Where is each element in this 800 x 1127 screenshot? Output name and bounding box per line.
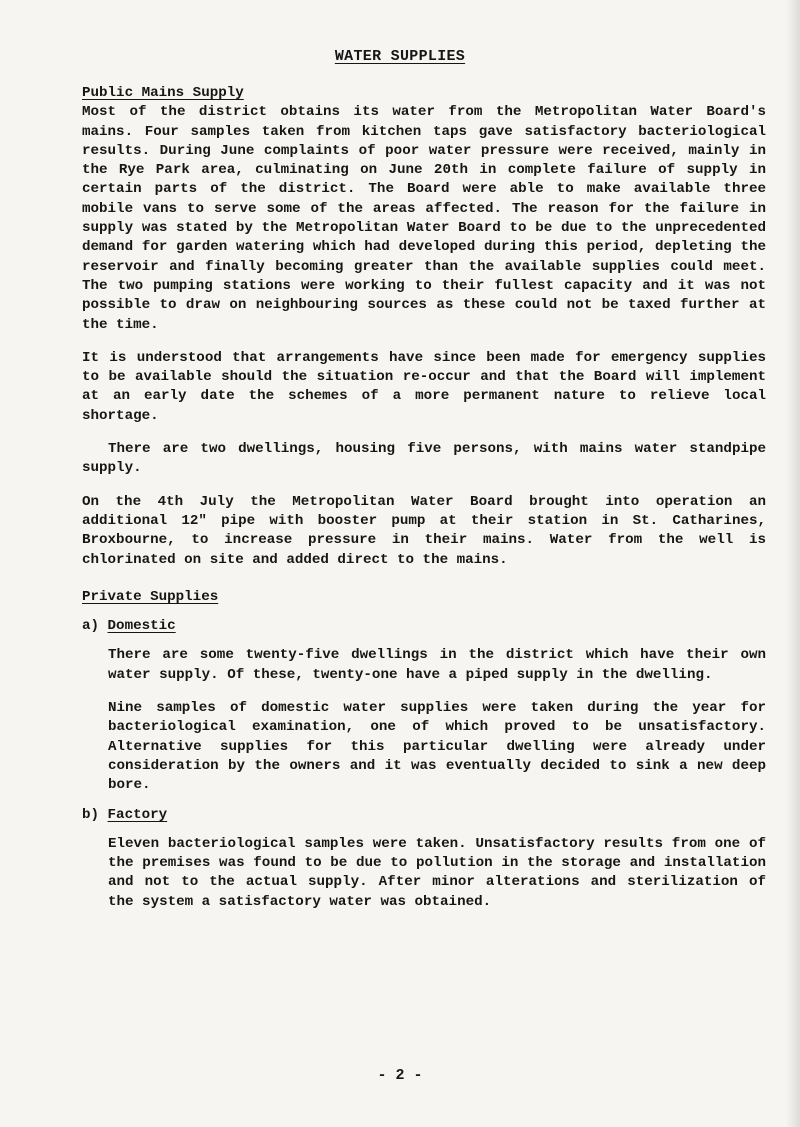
section-private-supplies [82, 588, 766, 912]
subsection-domestic [82, 617, 766, 795]
page-edge-shadow [786, 0, 800, 1127]
paragraph: Most of the district obtains its water from the Metropolitan Water Board's mains. Four samples taken from kitchen taps gave satisfactory bacteriological results. During June complaints of poor water pressure were received, mainly in the Rye Park area, culminating on June 20th in complete failure of supply in certain parts of the district. The Board were able to make available three mobile vans to serve some of the areas affected. The reason for the failure in supply was stated by the Metropolitan Water Board to be due to the unprecedented demand for garden watering which had developed during this period, depleting the reservoir and finally becoming greater than the available supplies could meet. The two pumping stations were working to their fullest capacity and it was not possible to draw on neighbouring sources as these could not be taxed further at the time. [82, 104, 766, 333]
section-heading-private-supplies: Private Supplies [82, 588, 219, 605]
paragraph: Eleven bacteriological samples were taken. Unsatisfactory results from one of the premises was found to be due to pollution in the storage and installation and not to the actual supply. After minor alterations and sterilization of the system a satisfactory water was obtained. [108, 835, 766, 910]
subsection-label: b) [82, 806, 100, 823]
paragraph: It is understood that arrangements have since been made for emergency supplies to be available should the situation re-occur and that the Board will implement at an early date the schemes of a more permanent nature to relieve local shortage. [82, 349, 766, 424]
paragraph: There are some twenty-five dwellings in the district which have their own water supply. Of these, twenty-one have a piped supply in the dwelling. [108, 647, 766, 683]
page-number: - 2 - [377, 1067, 423, 1084]
paragraph: Nine samples of domestic water supplies were taken during the year for bacteriological examination, one of which proved to be unsatisfactory. Alternative supplies for this particular dwelling were already under consideration by the owners and it was eventually decided to sink a new deep bore. [108, 700, 766, 794]
paragraph: There are two dwellings, housing five persons, with mains water standpipe supply. [82, 441, 766, 477]
document-body [82, 84, 766, 912]
subsection-factory [82, 806, 766, 912]
subsection-heading-domestic: Domestic [107, 618, 176, 635]
section-heading-public-mains: Public Mains Supply [82, 85, 244, 101]
section-public-mains [82, 84, 766, 570]
page-title [0, 48, 800, 65]
page-title-text: WATER SUPPLIES [334, 48, 466, 65]
subsection-label: a) [82, 618, 100, 635]
subsection-heading-factory: Factory [107, 806, 168, 823]
paragraph: On the 4th July the Metropolitan Water Board brought into operation an additional 12" pipe with booster pump at their station in St. Catharines, Broxbourne, to increase pressure in their mains. Water from the well is chlorinated on site and added direct to the mains. [82, 493, 766, 568]
